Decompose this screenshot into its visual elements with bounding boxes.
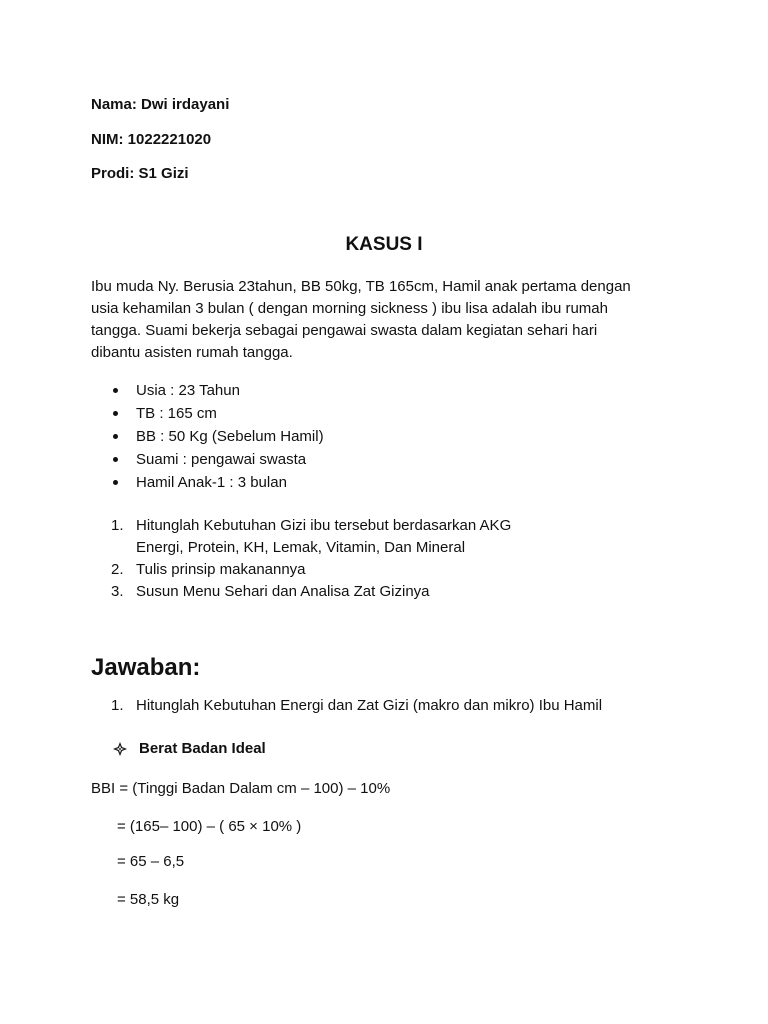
case-fact-item bbox=[91, 471, 324, 494]
prodi-label: Prodi: bbox=[91, 165, 135, 182]
question-number: 3. bbox=[111, 583, 124, 600]
answers-heading: Jawaban: bbox=[91, 654, 201, 681]
formula-line-3: = 65 – 6,5 bbox=[117, 853, 185, 870]
nim-label: NIM: bbox=[91, 131, 124, 148]
bullet-dot-icon bbox=[113, 434, 118, 439]
answer-text: Hitunglah Kebutuhan Energi dan Zat Gizi (makro dan mikro) Ibu Hamil bbox=[136, 697, 603, 714]
case-description bbox=[91, 276, 681, 364]
case-facts-list bbox=[91, 379, 324, 494]
bullet-dot-icon bbox=[113, 457, 118, 462]
case-fact-text: Usia : 23 Tahun bbox=[136, 382, 240, 399]
case-description-line: usia kehamilan 3 bulan ( dengan morning sickness ) ibu lisa adalah ibu rumah bbox=[91, 300, 608, 317]
student-name-line bbox=[91, 96, 229, 113]
nim-value: 1022221020 bbox=[127, 131, 212, 148]
question-text: Susun Menu Sehari dan Analisa Zat Gizinya bbox=[136, 583, 430, 600]
question-text: Tulis prinsip makanannya bbox=[136, 561, 306, 578]
formula-line-2: = (165– 100) – ( 65 × 10% ) bbox=[117, 818, 302, 835]
case-fact-text: TB : 165 cm bbox=[136, 405, 217, 422]
formula-line-1: BBI = (Tinggi Badan Dalam cm – 100) – 10% bbox=[91, 780, 391, 797]
case-fact-item bbox=[91, 448, 324, 471]
question-text: Hitunglah Kebutuhan Gizi ibu tersebut berdasarkan AKG bbox=[136, 517, 512, 534]
case-fact-item bbox=[91, 402, 324, 425]
question-item bbox=[91, 515, 511, 559]
case-fact-text: Suami : pengawai swasta bbox=[136, 451, 307, 468]
name-label: Nama: bbox=[91, 96, 137, 113]
case-fact-item bbox=[91, 425, 324, 448]
case-description-line: dibantu asisten rumah tangga. bbox=[91, 344, 293, 361]
bullet-dot-icon bbox=[113, 411, 118, 416]
diamond-bullet-icon bbox=[113, 742, 127, 756]
bullet-dot-icon bbox=[113, 388, 118, 393]
bullet-dot-icon bbox=[113, 480, 118, 485]
question-item bbox=[91, 559, 511, 581]
question-number: 2. bbox=[111, 561, 124, 578]
case-fact-text: Hamil Anak-1 : 3 bulan bbox=[136, 474, 287, 491]
questions-list bbox=[91, 515, 511, 603]
case-description-line: Ibu muda Ny. Berusia 23tahun, BB 50kg, TB 165cm, Hamil anak pertama dengan bbox=[91, 278, 631, 295]
case-fact-text: BB : 50 Kg (Sebelum Hamil) bbox=[136, 428, 324, 445]
name-value: Dwi irdayani bbox=[141, 96, 230, 113]
question-number: 1. bbox=[111, 517, 124, 534]
answer-item bbox=[91, 695, 603, 717]
case-fact-item bbox=[91, 379, 324, 402]
case-title: KASUS I bbox=[345, 234, 423, 255]
question-item bbox=[91, 581, 511, 603]
ideal-weight-subheading bbox=[113, 740, 266, 757]
student-nim-line bbox=[91, 131, 211, 148]
subheading-text: Berat Badan Ideal bbox=[139, 740, 266, 757]
case-description-line: tangga. Suami bekerja sebagai pengawai swasta dalam kegiatan sehari hari bbox=[91, 322, 598, 339]
answer-number: 1. bbox=[111, 697, 124, 714]
prodi-value: S1 Gizi bbox=[138, 165, 189, 182]
formula-result: = 58,5 kg bbox=[117, 891, 180, 908]
student-prodi-line bbox=[91, 165, 189, 182]
question-text: Energi, Protein, KH, Lemak, Vitamin, Dan Mineral bbox=[136, 539, 466, 556]
